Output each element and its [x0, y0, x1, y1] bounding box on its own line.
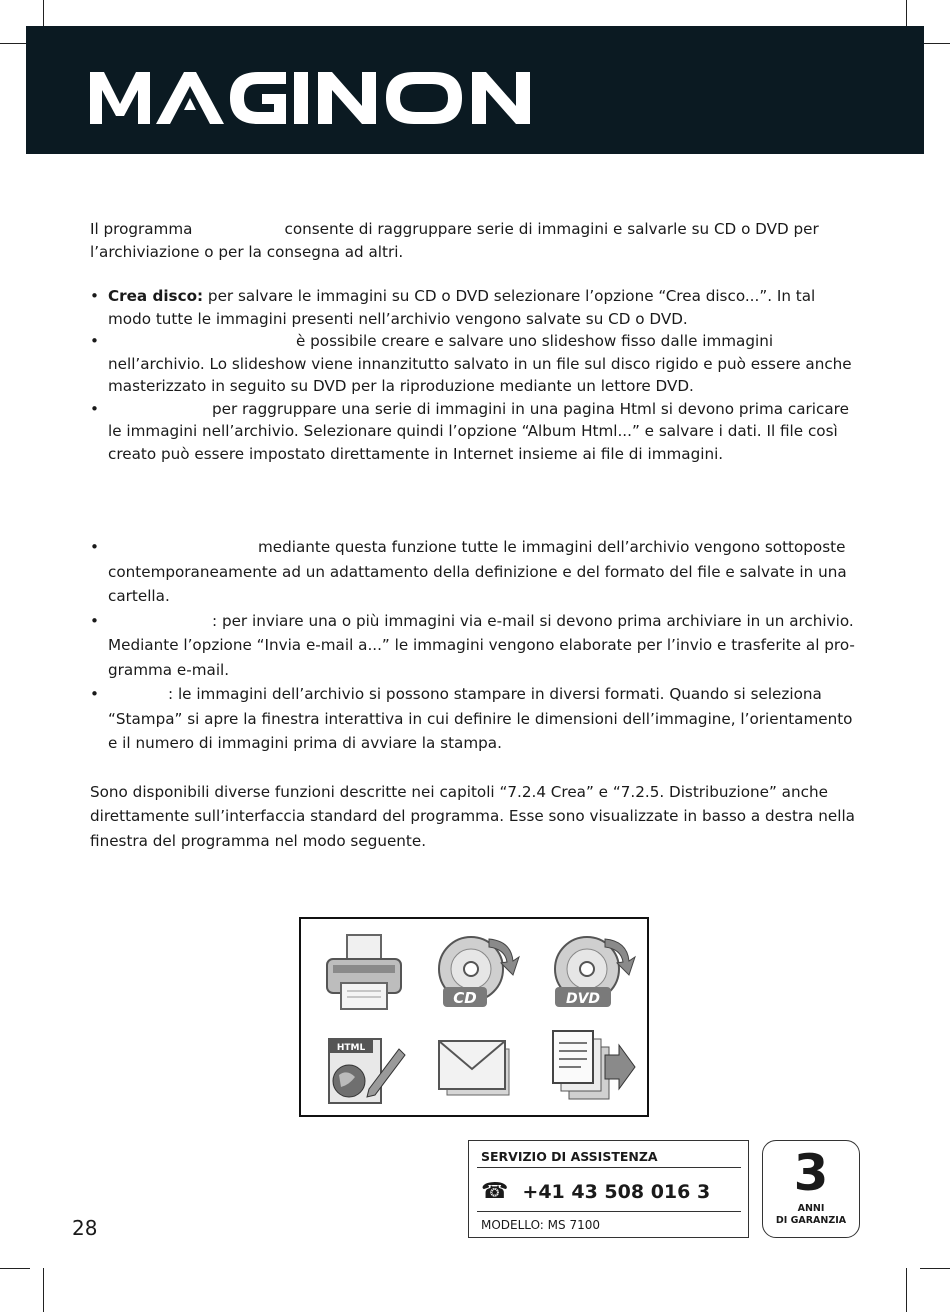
- print-button[interactable]: [319, 931, 409, 1015]
- service-box: [468, 1140, 749, 1238]
- bullet: •: [90, 399, 99, 418]
- bullet: •: [90, 287, 99, 305]
- list-item-text: è possibile creare e salvare uno slideshow fisso dalle immagini nell’archivio. Lo slideshow viene innanzitutto salvato in un file sul disco rigido e può essere anche masterizzato in seguito su DVD per la riproduzione mediante un lettore DVD.: [108, 332, 852, 395]
- html-label: HTML: [336, 1043, 366, 1053]
- create-cd-button[interactable]: [431, 931, 521, 1015]
- crop-mark: [906, 1268, 907, 1312]
- list-item-text: : per inviare una o più immagini via e-mail si devono prima archiviare in un archivio. Mediante l’opzione “Invia e-mail a...” le immagini vengono elaborate per l’invio e trasferite al pro-gramma e-mail.: [108, 611, 855, 679]
- list-item-text: per salvare le immagini su CD o DVD selezionare l’opzione “Crea disco...”. In tal modo tutte le immagini presenti nell’archivio vengono salvate su CD o DVD.: [108, 287, 816, 328]
- warranty-years: 3: [793, 1144, 829, 1202]
- intro-paragraph: [90, 218, 860, 263]
- crop-mark: [0, 1268, 30, 1269]
- create-options-list: [90, 285, 860, 465]
- intro-before: Il programma: [90, 220, 193, 238]
- html-album-icon: [319, 1025, 409, 1109]
- document-export-icon: [547, 1025, 637, 1109]
- list-item: [90, 682, 860, 756]
- dvd-label: DVD: [565, 991, 601, 1007]
- dvd-icon: [547, 931, 637, 1015]
- bullet: •: [90, 611, 99, 630]
- brand-logo: [90, 70, 590, 130]
- list-item: [90, 535, 860, 609]
- list-item-text: mediante questa funzione tutte le immagini dell’archivio vengono sottoposte contemporaneamente ad un adattamento della definizione e del formato del file e salvate in una cartella.: [108, 538, 847, 605]
- list-item-text: per raggruppare una serie di immagini in una pagina Html si devono prima caricare le immagini nell’archivio. Selezionare quindi l’opzione “Album Html...” e salvare i dati. Il file così creato può essere impostato direttamente in Internet insieme ai file di immagini.: [108, 399, 849, 463]
- warranty-badge: [762, 1140, 860, 1238]
- list-item: [90, 285, 860, 330]
- cd-label: CD: [453, 989, 477, 1007]
- term-crea-disco: Crea disco:: [108, 287, 204, 305]
- maginon-logo-icon: [90, 70, 590, 126]
- crop-mark: [43, 1268, 44, 1312]
- warranty-label-line1: ANNI: [797, 1203, 825, 1214]
- crop-mark: [920, 1268, 950, 1269]
- phone-icon: ☎: [481, 1179, 509, 1204]
- bullet: •: [90, 538, 99, 556]
- list-item: [90, 398, 860, 466]
- warranty-label-line2: DI GARANZIA: [775, 1215, 847, 1226]
- page-number: 28: [72, 1216, 98, 1240]
- intro-after: consente di raggruppare serie di immagini e salvarle su CD o DVD per l’archiviazione o per la consegna ad altri.: [90, 220, 819, 261]
- printer-icon: [319, 931, 409, 1015]
- function-icon-panel: [299, 917, 649, 1117]
- bullet: •: [90, 332, 99, 350]
- list-item: [90, 609, 860, 683]
- send-email-button[interactable]: [431, 1025, 521, 1109]
- create-dvd-button[interactable]: [547, 931, 637, 1015]
- service-phone: [481, 1179, 710, 1204]
- list-item: [90, 330, 860, 398]
- cd-icon: [431, 931, 521, 1015]
- model-number: MODELLO: MS 7100: [481, 1218, 600, 1232]
- main-content: [90, 218, 860, 853]
- list-item-text: : le immagini dell’archivio si possono stampare in diversi formati. Quando si seleziona “Stampa” si apre la finestra interattiva in cui definire le dimensioni dell’immagine, l’orientamento e il numero di immagini prima di avviare la stampa.: [108, 685, 853, 752]
- divider: [477, 1211, 741, 1212]
- service-title: SERVIZIO DI ASSISTENZA: [481, 1149, 658, 1164]
- crop-mark: [920, 43, 950, 44]
- email-icon: [431, 1025, 521, 1109]
- closing-paragraph: Sono disponibili diverse funzioni descritte nei capitoli “7.2.4 Crea” e “7.2.5. Distribuzione” anche direttamente sull’interfaccia standard del programma. Esse sono visualizzate in basso a destra nella finestra del programma nel modo seguente.: [90, 782, 855, 850]
- html-album-button[interactable]: [319, 1025, 409, 1109]
- divider: [477, 1167, 741, 1168]
- bullet: •: [90, 685, 99, 703]
- phone-number: +41 43 508 016 3: [522, 1181, 711, 1203]
- export-button[interactable]: [547, 1025, 637, 1109]
- distribution-options-list: [90, 535, 860, 756]
